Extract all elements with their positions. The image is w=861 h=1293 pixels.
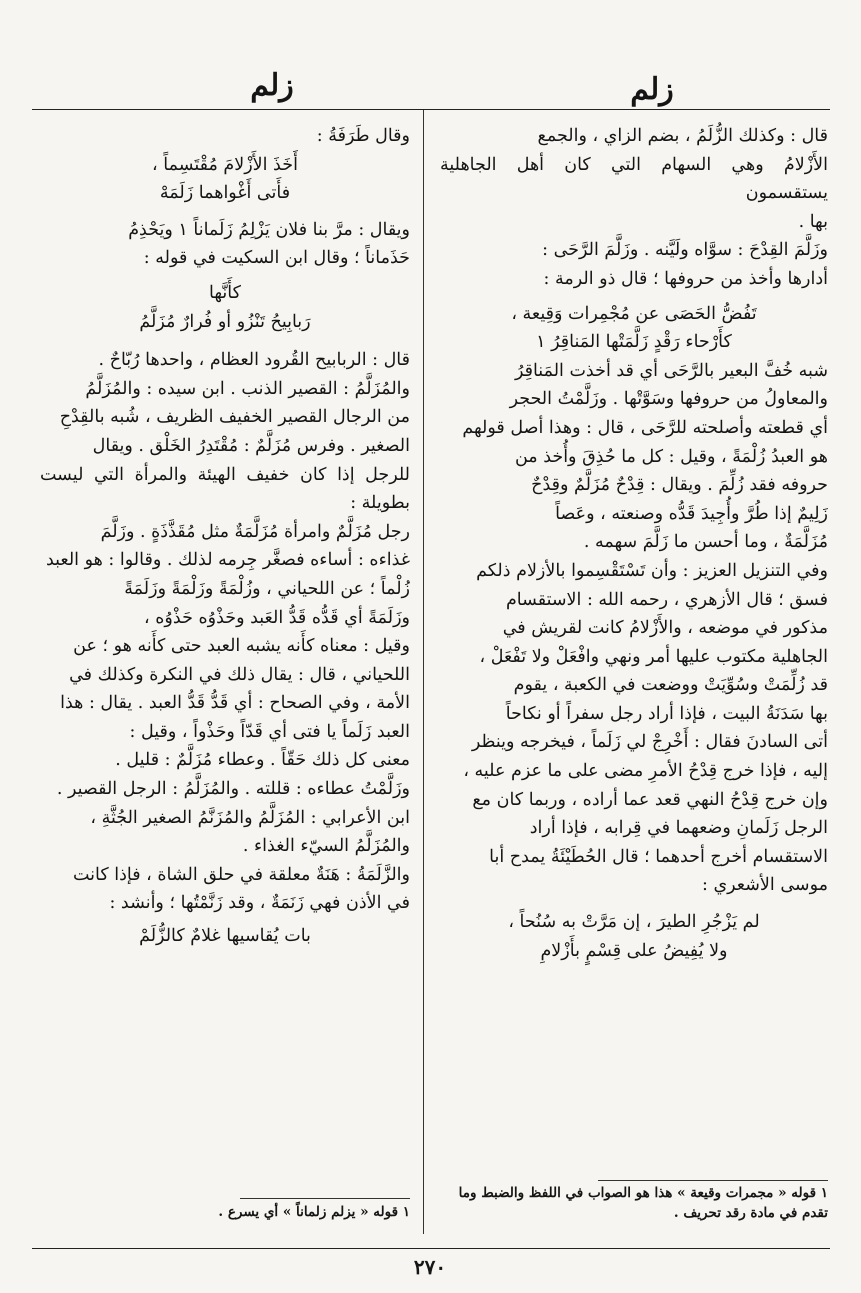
verse-line: فأَتى أَغْواهما زَلَمَهْ [159,183,291,204]
running-headword-left: زلم [250,68,294,103]
text-line: بها سَدَنَةُ البيت ، فإذا أراد رجل سفراً أو نكاحاً [505,703,828,724]
text-line: ويقال : مرَّ بنا فلان يَزْلِمُ زَلَماناً ١ ويَحْذِمُ [128,219,410,240]
text-line: وقيل : معناه كأَنه يشبه العبد حتى كأَنه هو ؛ عن [73,636,410,657]
text-line: وزَلَّمْتُ عطاءه : قللته . والمُزَلَّمُ : الرجل القصير . [56,779,410,800]
left-column [40,122,410,951]
footnote-left: ١ قوله « يزلم زلماناً » أي يسرع . [218,1204,410,1220]
text-line: قال : وكذلك الزُّلَمُ ، بضم الزاي ، والجمع [537,126,828,146]
footnote-right: ١ قوله « مجمرات وقيعة » هذا هو الصواب في اللفظ والضبط وما تقدم في مادة رقد تحريف . [458,1185,828,1221]
text-line: في الأذن فهي زَنَمَةٌ ، وقد زَنَّمْتُها ؛ وأنشد : [109,893,410,914]
text-line: والمُزَلَّمُ : القصير الذنب . ابن سيده : والمُزَلَّمُ [85,378,410,399]
text-line: من الرجال القصير الخفيف الظريف ، شُبه بالقِدْحِ [59,407,410,428]
text-line: والمُزَلَّمُ السيّء الغذاء . [242,836,410,857]
text-line: والمعاولُ من حروفها وسَوَّتْها . وزَلَّمْتُ الحجر [509,389,828,410]
text-line: اللحياني ، قال : يقال ذلك في النكرة وكذلك في [69,664,410,685]
text-line: وقال طَرَفَةُ : [316,126,410,146]
text-line: زَلِيمٌ إذا طُرَّ وأُجِيدَ قَدُّه وصنعته ، وعَصاً [555,503,828,524]
text-line: زُلْماً ؛ عن اللحياني ، وزُلْمَةً وزَلْمَةً وزَلَمَةً [124,578,410,599]
text-line: للرجل إذا كان خفيف الهيئة والمرأة التي ليست بطويلة : [40,464,410,514]
text-line: الجاهلية مكتوب عليها أمر ونهي وافْعَلْ ولا تَفْعَلْ ، [479,646,828,667]
text-line: الصغير . وفرس مُزَلَّمٌ : مُقْتَدِرُ الخَلْق . ويقال [92,435,410,456]
text-line: وزَلَّمَ القِدْحَ : سوَّاه ولَيَّنه . وزَلَّمَ الرَّحَى : [542,240,828,261]
footnote-rule-right [598,1180,828,1181]
running-headword-right: زلم [630,72,674,107]
text-line: وفي التنزيل العزيز : وأن تَسْتَقْسِموا بالأزلام ذلكم [476,560,828,581]
text-line: الرجل زَلَمانِ وضعهما في قِرابه ، فإذا أراد [529,818,828,839]
text-line: موسى الأشعري : [702,875,828,896]
right-column [440,122,828,965]
text-line: إليه ، فإذا خرج قِدْحُ الأمرِ مضى على ما عزم عليه ، [463,761,828,782]
verse-line: رَبابِيحُ تَنْزُو أو فُرارٌ مُزَلَّمُ [139,311,311,332]
text-line: فسق ؛ قال الأزهري ، رحمه الله : الاستقسام [505,589,828,610]
text-line: شبه خُفَّ البعير بالرَّحَى أي قد أخذت المَناقِرُ [514,360,828,381]
text-line: والزَّلَمَةُ : هَنَةٌ معلقة في حلق الشاة ، فإذا كانت [72,864,410,885]
text-line: مذكور في موضعه ، والأَزْلامُ كانت لقريش في [502,618,828,639]
text-line: أي قطعته وأصلحته للرَّحَى ، قال : وهذا أصل قولهم [462,417,828,438]
text-line: الأمة ، وفي الصحاح : أي قَدُّ قَدُّ العبد . يقال : هذا [60,693,410,714]
text-line: هو العبدُ زُلْمَةً ، وقيل : كل ما حُذِقَ وأُخذ من [514,446,828,467]
footer-rule [32,1248,830,1249]
text-line: الأَزْلامُ وهي السهام التي كان أهل الجاهلية يستقسمون [440,154,828,204]
text-line: بها . [798,211,828,232]
header-rule [32,109,830,110]
text-line: معنى كل ذلك حَقّاً . وعطاء مُزَلَّمٌ : قليل . [115,750,410,771]
text-line: مُزَلَّمَةٌ ، وما أحسن ما زَلَّمَ سهمه . [583,532,828,553]
column-divider [423,110,424,1234]
footnote-rule-left [240,1198,410,1199]
verse-line: كأَنَّها [209,282,241,303]
text-line: العبد زَلَماً يا فتى أي قَدّاً وحَذْواً ، وقيل : [129,721,410,742]
verse-line: أَخَذَ الأَزْلامَ مُقْتَسِماً ، [152,154,298,175]
text-line: حَذَماناً ؛ وقال ابن السكيت في قوله : [143,248,410,269]
text-line: الاستقسام أخرج أحدهما ؛ قال الحُطَيْئَةُ يمدح أبا [489,846,828,867]
text-line: وإن خرج قِدْحُ النهي قعد عما أراده ، وربما كان مع [472,789,828,810]
text-line: حروفه فقد زُلِّمَ . ويقال : قِدْحٌ مُزَلَّمٌ وقِدْحٌ [531,475,828,496]
verse-line: كأَرْحاء رَقْدٍ زَلَّمَتْها المَناقِرُ ١ [536,332,732,353]
verse-line: تَفُضُّ الحَصَى عن مُجْمِرات وَقِيعة ، [511,303,757,324]
page-number: ٢٧٠ [413,1255,447,1279]
text-line: غذاءه : أساءه فصغَّر جِرمه لذلك . وقالوا : هو العبد [45,550,410,571]
text-line: ابن الأعرابي : المُزَلَّمُ والمُزَنَّمُ الصغير الجُثَّةِ ، [90,807,410,828]
verse-line: لم يَزْجُرِ الطيرَ ، إن مَرَّتْ به سُنُحاً ، [508,912,760,933]
text-line: أتى السادنَ فقال : أَخْرِجْ لي زَلَماً ، فيخرجه وينظر [471,732,828,753]
text-line: رجل مُزَلَّمٌ وامرأة مُزَلَّمَةٌ مثل مُقَذَّذَةٍ . وزَلَّمَ [100,521,410,542]
text-line: قال : الربابيح القُرود العظام ، واحدها رُبّاحٌ . [98,350,410,371]
verse-line: بات يُقاسيها غلامٌ كالزُّلَمْ [139,926,311,947]
text-line: قد زُلِّمَتْ وسُوِّيَتْ ووضعت في الكعبة ، يقوم [513,675,828,696]
text-line: وزَلَمَةً أي قَدُّه قَدُّ العَبد وحَذْوُه حَذْوُه ، [144,607,410,628]
text-line: أدارها وأخذ من حروفها ؛ قال ذو الرمة : [543,268,828,289]
verse-line: ولا يُفِيضُ على قِسْمٍ بأَزْلامِ [540,940,728,961]
